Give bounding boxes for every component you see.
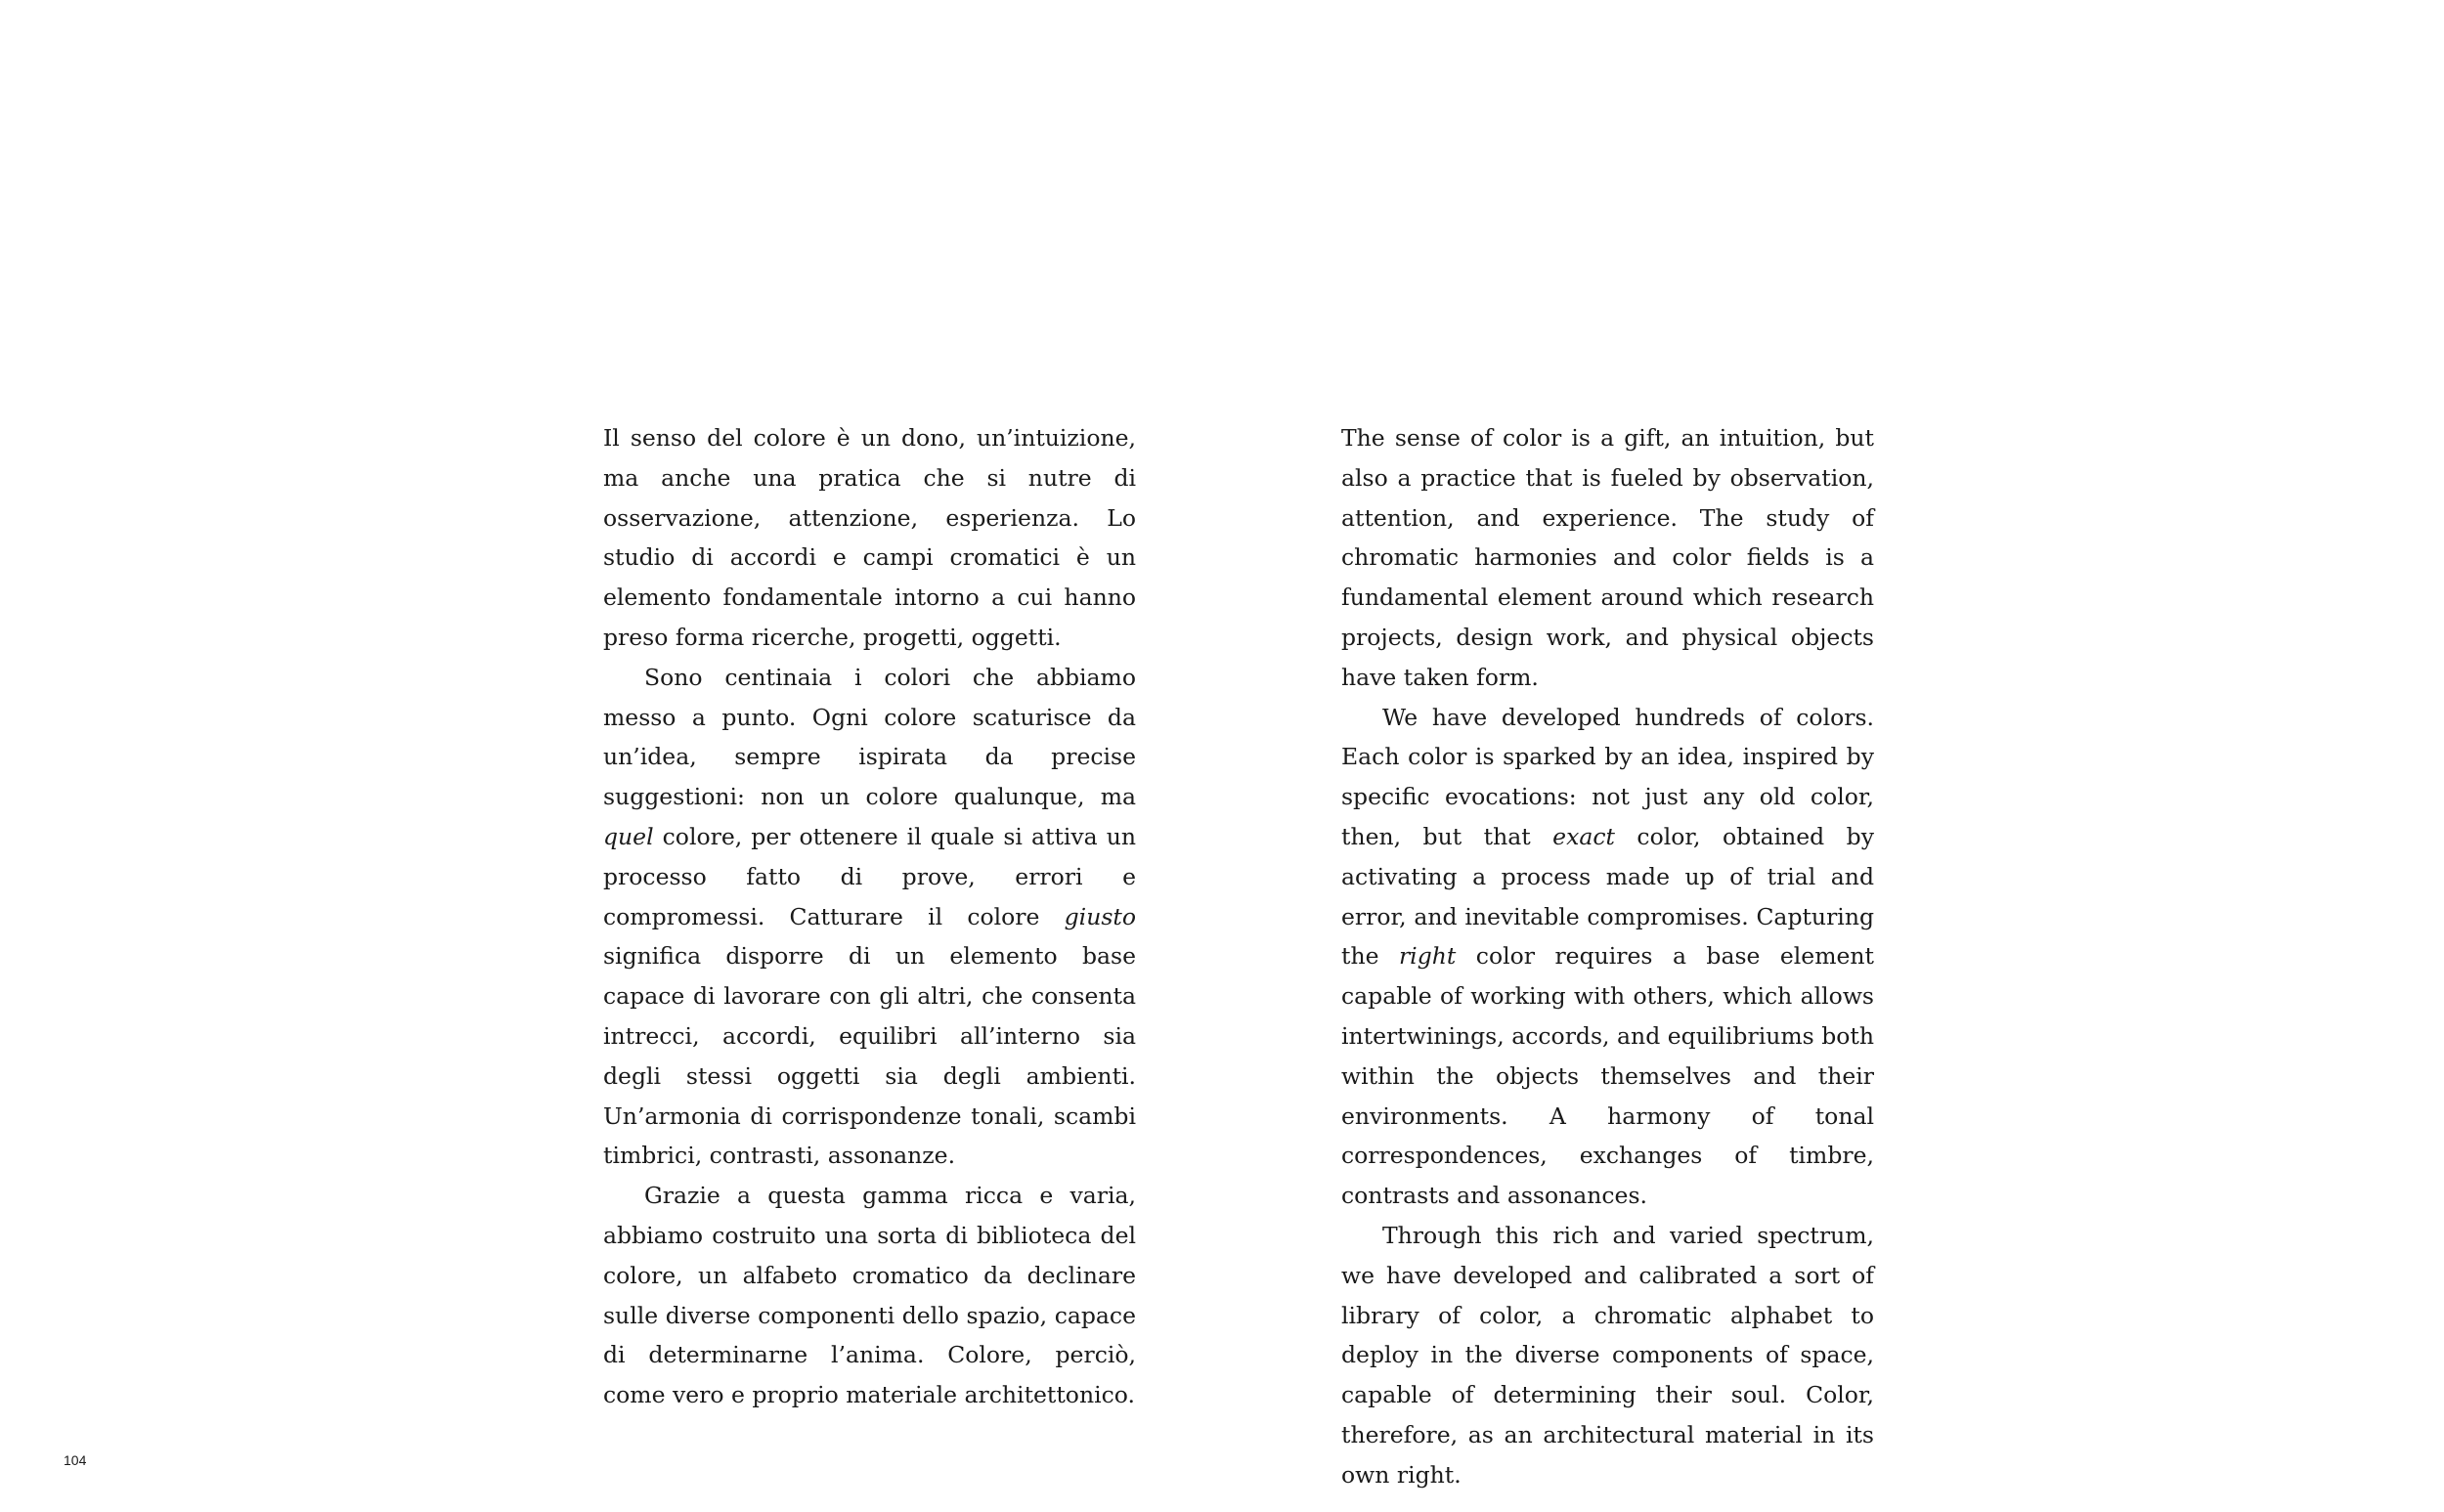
english-paragraph-2-part-c: color requires a base element capable of working with others, which allows intertwinings, accords, and equilibriums both within the objects themselves and their environments. A harmony of tonal correspondences, exchanges of timbre, contrasts and assonances. — [1341, 942, 1874, 1210]
page-number: 104 — [64, 1452, 87, 1468]
english-text-column — [1341, 418, 1874, 1495]
italian-emphasis-giusto: giusto — [1064, 902, 1136, 930]
italian-paragraph-2-part-b: colore, per ottenere il quale si attiva un processo fatto di prove, errori e compromessi. Catturare il colore — [603, 822, 1136, 930]
italian-paragraph-1: Il senso del colore è un dono, un’intuizione, ma anche una pratica che si nutre di osservazione, attenzione, esperienza. Lo studio di accordi e campi cromatici è un elemento fondamentale intorno a cui hanno preso forma ricerche, progetti, oggetti. — [603, 424, 1136, 651]
english-paragraph-2-part-a: We have developed hundreds of colors. Each color is sparked by an idea, inspired by specific evocations: not just any old color, then, but that — [1341, 703, 1874, 850]
italian-paragraph-2 — [603, 658, 1136, 1176]
english-paragraph-2 — [1341, 698, 1874, 1216]
italian-paragraph-3: Grazie a questa gamma ricca e varia, abbiamo costruito una sorta di biblioteca del colore, un alfabeto cromatico da declinare sulle diverse componenti dello spazio, capace di determinarne l’anima. Colore, perciò, come vero e proprio materiale architettonico. — [603, 1182, 1136, 1409]
english-emphasis-exact: exact — [1552, 822, 1615, 850]
english-paragraph-2-part-b: color, obtained by activating a process made up of trial and error, and inevitable compromises. Capturing the — [1341, 822, 1875, 971]
english-paragraph-1: The sense of color is a gift, an intuition, but also a practice that is fueled by observation, attention, and experience. The study of chromatic harmonies and color fields is a fundamental element around which research projects, design work, and physical objects have taken form. — [1341, 424, 1874, 691]
english-paragraph-3: Through this rich and varied spectrum, we have developed and calibrated a sort of library of color, a chromatic alphabet to deploy in the diverse components of space, capable of determining their soul. Color, therefore, as an architectural material in its own right. — [1341, 1221, 1874, 1489]
italian-paragraph-2-part-a: Sono centinaia i colori che abbiamo messo a punto. Ogni colore scaturisce da un’idea, sempre ispirata da precise suggestioni: non un colore qualunque, ma — [603, 663, 1136, 811]
italian-paragraph-2-part-c: significa disporre di un elemento base capace di lavorare con gli altri, che consenta intrecci, accordi, equilibri all’interno sia degli stessi oggetti sia degli ambienti. Un’armonia di corrispondenze tonali, scambi timbrici, contrasti, assonanze. — [603, 942, 1136, 1170]
english-emphasis-right: right — [1398, 942, 1457, 971]
italian-emphasis-quel: quel — [603, 822, 654, 850]
italian-text-column — [603, 418, 1136, 1415]
